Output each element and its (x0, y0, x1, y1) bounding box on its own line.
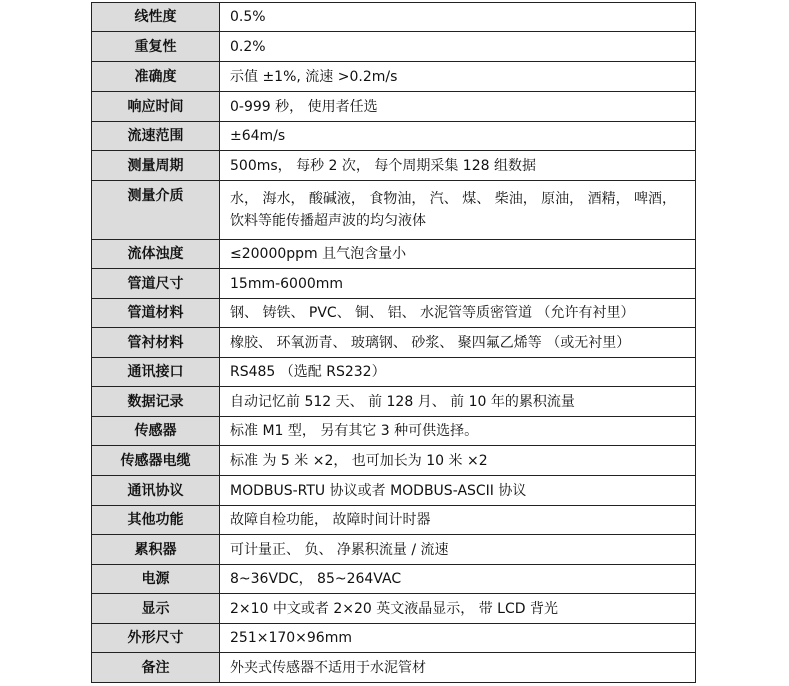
table-row (92, 62, 696, 92)
table-row (92, 240, 696, 269)
row-value-linearity: 0.5% (220, 3, 696, 32)
row-value-response-time: 0-999 秒， 使用者任选 (220, 92, 696, 122)
row-label-comm-protocol: 通讯协议 (92, 476, 220, 506)
table-row (92, 32, 696, 62)
row-label-linearity: 线性度 (92, 3, 220, 32)
row-value-sensor: 标准 M1 型， 另有其它 3 种可供选择。 (220, 417, 696, 446)
spec-table-body (92, 3, 696, 683)
table-row (92, 181, 696, 240)
row-label-accuracy: 准确度 (92, 62, 220, 92)
table-row (92, 417, 696, 446)
row-label-response-time: 响应时间 (92, 92, 220, 122)
row-value-pipe-size: 15mm-6000mm (220, 269, 696, 299)
table-row (92, 151, 696, 181)
table-row (92, 358, 696, 387)
row-label-pipe-size: 管道尺寸 (92, 269, 220, 299)
row-value-sensor-cable: 标准 为 5 米 ×2， 也可加长为 10 米 ×2 (220, 446, 696, 476)
row-value-measure-period: 500ms， 每秒 2 次， 每个周期采集 128 组数据 (220, 151, 696, 181)
table-row (92, 476, 696, 506)
row-value-medium: 水， 海水， 酸碱液， 食物油， 汽、 煤、 柴油， 原油， 酒精， 啤酒， 饮料等能传播超声波的均匀液体 (220, 181, 696, 240)
row-label-sensor: 传感器 (92, 417, 220, 446)
row-value-turbidity: ≤20000ppm 且气泡含量小 (220, 240, 696, 269)
table-row (92, 328, 696, 358)
table-row (92, 653, 696, 683)
row-label-repeatability: 重复性 (92, 32, 220, 62)
row-value-comm-interface: RS485 （选配 RS232） (220, 358, 696, 387)
row-value-other-functions: 故障自检功能， 故障时间计时器 (220, 506, 696, 535)
table-row (92, 446, 696, 476)
row-value-comm-protocol: MODBUS-RTU 协议或者 MODBUS-ASCII 协议 (220, 476, 696, 506)
row-value-velocity-range: ±64m/s (220, 122, 696, 151)
row-label-power: 电源 (92, 565, 220, 594)
table-row (92, 3, 696, 32)
row-label-comm-interface: 通讯接口 (92, 358, 220, 387)
row-label-lining-material: 管衬材料 (92, 328, 220, 358)
table-row (92, 122, 696, 151)
row-label-turbidity: 流体浊度 (92, 240, 220, 269)
table-row (92, 565, 696, 594)
row-value-display: 2×10 中文或者 2×20 英文液晶显示， 带 LCD 背光 (220, 594, 696, 624)
table-row (92, 269, 696, 299)
row-value-remarks: 外夹式传感器不适用于水泥管材 (220, 653, 696, 683)
row-label-other-functions: 其他功能 (92, 506, 220, 535)
table-row (92, 92, 696, 122)
row-value-pipe-material: 钢、 铸铁、 PVC、 铜、 铝、 水泥管等质密管道 （允许有衬里） (220, 299, 696, 328)
row-value-repeatability: 0.2% (220, 32, 696, 62)
table-row (92, 624, 696, 653)
row-value-data-logging: 自动记忆前 512 天、 前 128 月、 前 10 年的累积流量 (220, 387, 696, 417)
row-value-dimensions: 251×170×96mm (220, 624, 696, 653)
row-label-totalizer: 累积器 (92, 535, 220, 565)
row-value-lining-material: 橡胶、 环氧沥青、 玻璃钢、 砂浆、 聚四氟乙烯等 （或无衬里） (220, 328, 696, 358)
row-label-remarks: 备注 (92, 653, 220, 683)
row-value-power: 8~36VDC， 85~264VAC (220, 565, 696, 594)
row-label-dimensions: 外形尺寸 (92, 624, 220, 653)
spec-table (91, 2, 696, 683)
row-label-pipe-material: 管道材料 (92, 299, 220, 328)
table-row (92, 299, 696, 328)
row-label-velocity-range: 流速范围 (92, 122, 220, 151)
row-label-measure-period: 测量周期 (92, 151, 220, 181)
row-label-data-logging: 数据记录 (92, 387, 220, 417)
table-row (92, 387, 696, 417)
row-value-totalizer: 可计量正、 负、 净累积流量 / 流速 (220, 535, 696, 565)
row-label-display: 显示 (92, 594, 220, 624)
row-label-sensor-cable: 传感器电缆 (92, 446, 220, 476)
table-row (92, 535, 696, 565)
table-row (92, 506, 696, 535)
row-label-medium: 测量介质 (92, 181, 220, 240)
row-value-accuracy: 示值 ±1%, 流速 >0.2m/s (220, 62, 696, 92)
table-row (92, 594, 696, 624)
